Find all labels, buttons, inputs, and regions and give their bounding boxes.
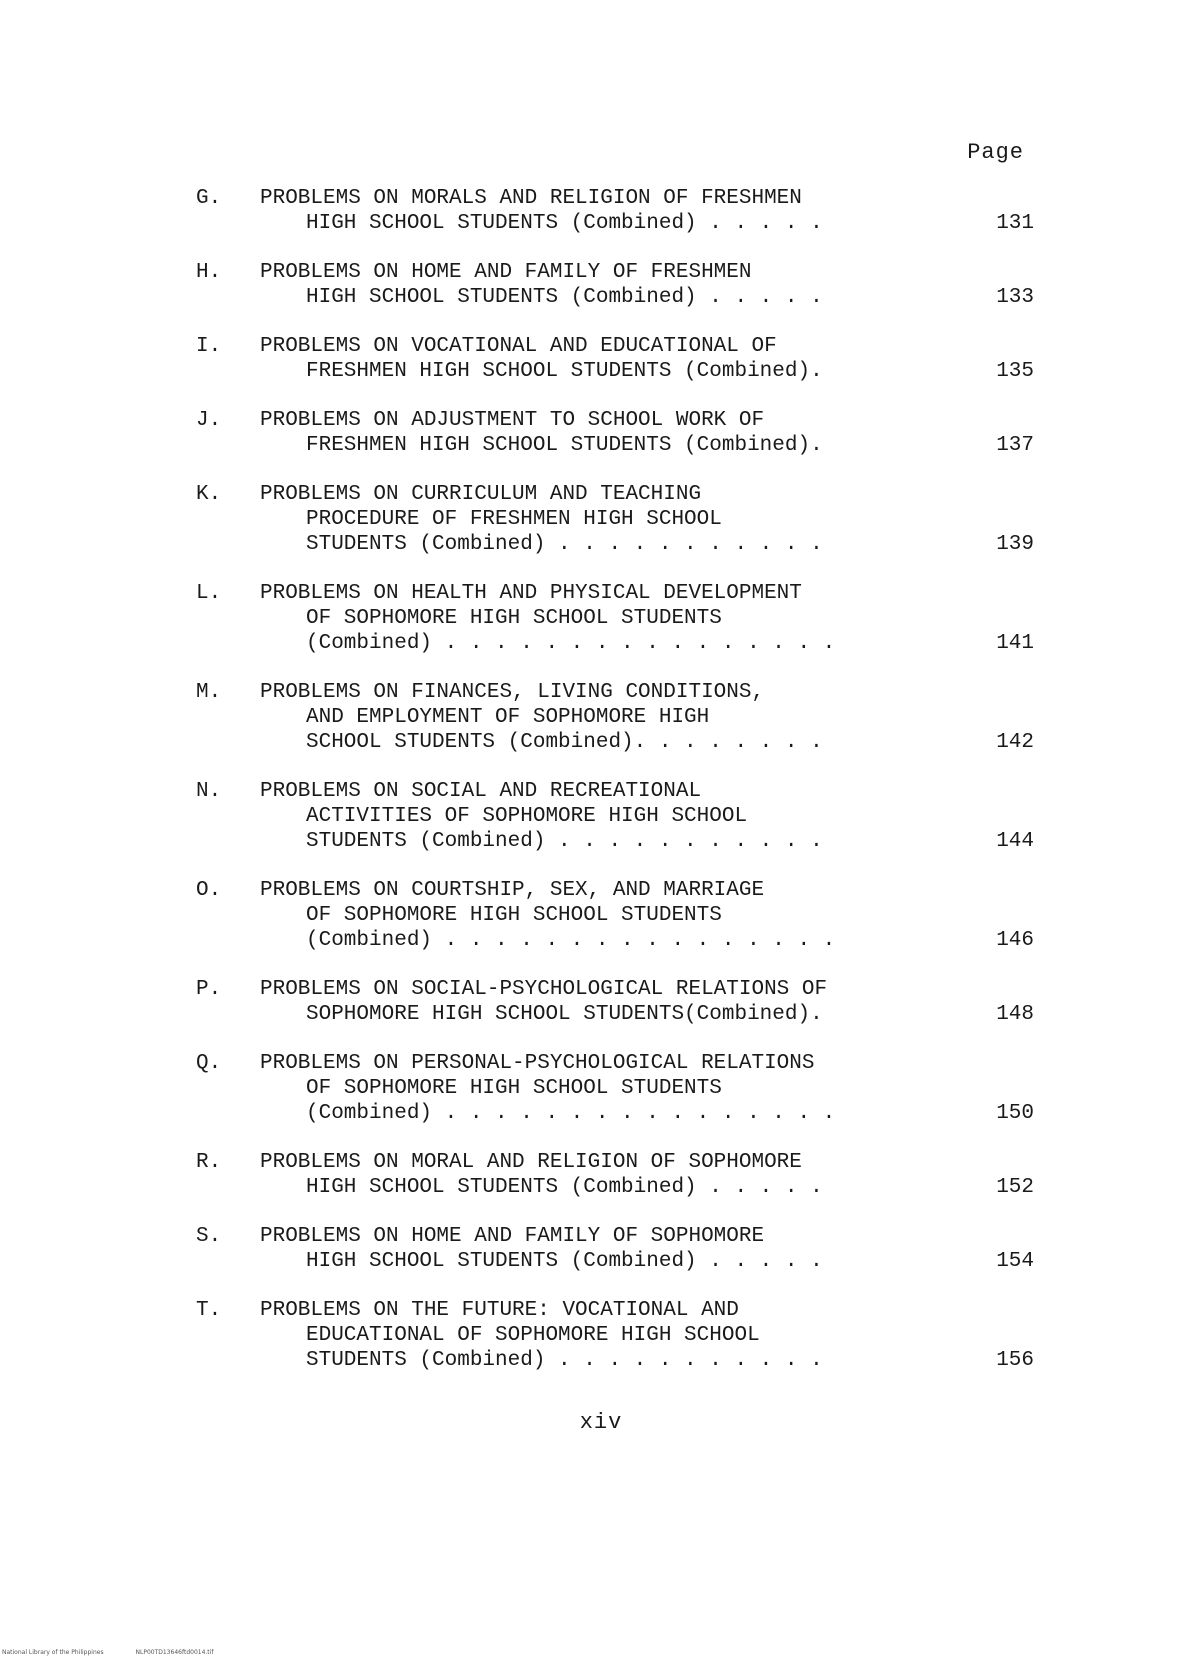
toc-entry: [196, 1224, 1034, 1274]
toc-entry: [196, 482, 1034, 557]
toc-entry: [196, 186, 1034, 236]
toc-entry: [196, 1150, 1034, 1200]
entry-title: [260, 878, 950, 953]
entry-title-line: PROBLEMS ON FINANCES, LIVING CONDITIONS,: [260, 681, 765, 704]
entry-title-line: PROBLEMS ON COURTSHIP, SEX, AND MARRIAGE: [260, 879, 765, 902]
entry-title-line: PROBLEMS ON PERSONAL-PSYCHOLOGICAL RELATIONS: [260, 1052, 815, 1075]
entry-title-line: OF SOPHOMORE HIGH SCHOOL STUDENTS: [306, 904, 722, 927]
entry-page-number: 133: [996, 286, 1034, 309]
library-name: National Library of the Philippines: [2, 1649, 104, 1656]
table-of-contents-list: [196, 186, 1034, 1397]
entry-title: [260, 1150, 950, 1200]
entry-title-line: PROBLEMS ON CURRICULUM AND TEACHING: [260, 483, 702, 506]
entry-page-number: 156: [996, 1349, 1034, 1372]
entry-title-line: PROBLEMS ON ADJUSTMENT TO SCHOOL WORK OF: [260, 409, 765, 432]
entry-letter: T.: [196, 1299, 222, 1322]
entry-title-line: FRESHMEN HIGH SCHOOL STUDENTS (Combined).: [306, 434, 823, 457]
entry-page-number: 144: [996, 830, 1034, 853]
entry-letter: S.: [196, 1225, 222, 1248]
entry-letter: P.: [196, 978, 222, 1001]
entry-letter: K.: [196, 483, 222, 506]
page-number: xiv: [579, 1410, 623, 1435]
scan-file-id: NLP00TD13646ftd0014.tif: [135, 1649, 214, 1656]
entry-title: [260, 334, 950, 384]
entry-title: [260, 260, 950, 310]
entry-title-line: OF SOPHOMORE HIGH SCHOOL STUDENTS: [306, 607, 722, 630]
entry-title-line: PROBLEMS ON HOME AND FAMILY OF SOPHOMORE: [260, 1225, 765, 1248]
entry-title-line: HIGH SCHOOL STUDENTS (Combined) . . . . .: [306, 1250, 823, 1273]
entry-title: [260, 977, 950, 1027]
entry-letter: G.: [196, 187, 222, 210]
entry-title-line: PROCEDURE OF FRESHMEN HIGH SCHOOL: [306, 508, 722, 531]
entry-page-number: 152: [996, 1176, 1034, 1199]
entry-title: [260, 1051, 950, 1126]
scan-footer-stamp: [2, 1649, 243, 1656]
entry-title-line: PROBLEMS ON THE FUTURE: VOCATIONAL AND: [260, 1299, 739, 1322]
entry-title: [260, 779, 950, 854]
entry-title-line: (Combined) . . . . . . . . . . . . . . . .: [306, 632, 836, 655]
entry-title-line: PROBLEMS ON HOME AND FAMILY OF FRESHMEN: [260, 261, 752, 284]
entry-letter: R.: [196, 1151, 222, 1174]
entry-title-line: (Combined) . . . . . . . . . . . . . . . .: [306, 1102, 836, 1125]
entry-title-line: AND EMPLOYMENT OF SOPHOMORE HIGH: [306, 706, 710, 729]
toc-entry: [196, 779, 1034, 854]
entry-letter: J.: [196, 409, 222, 432]
entry-page-number: 154: [996, 1250, 1034, 1273]
toc-entry: [196, 260, 1034, 310]
entry-title-line: PROBLEMS ON MORAL AND RELIGION OF SOPHOMORE: [260, 1151, 802, 1174]
entry-page-number: 135: [996, 360, 1034, 383]
toc-entry: [196, 680, 1034, 755]
entry-title-line: (Combined) . . . . . . . . . . . . . . . .: [306, 929, 836, 952]
entry-letter: L.: [196, 582, 222, 605]
entry-title: [260, 581, 950, 656]
toc-entry: [196, 977, 1034, 1027]
entry-letter: O.: [196, 879, 222, 902]
entry-page-number: 137: [996, 434, 1034, 457]
entry-page-number: 139: [996, 533, 1034, 556]
entry-title-line: FRESHMEN HIGH SCHOOL STUDENTS (Combined).: [306, 360, 823, 383]
entry-title-line: EDUCATIONAL OF SOPHOMORE HIGH SCHOOL: [306, 1324, 760, 1347]
entry-page-number: 131: [996, 212, 1034, 235]
entry-title-line: PROBLEMS ON HEALTH AND PHYSICAL DEVELOPMENT: [260, 582, 802, 605]
entry-letter: Q.: [196, 1052, 222, 1075]
entry-title: [260, 1224, 950, 1274]
entry-letter: M.: [196, 681, 222, 704]
entry-page-number: 146: [996, 929, 1034, 952]
entry-page-number: 141: [996, 632, 1034, 655]
page-column-header: Page: [967, 140, 1024, 165]
entry-letter: H.: [196, 261, 222, 284]
entry-page-number: 150: [996, 1102, 1034, 1125]
entry-title-line: HIGH SCHOOL STUDENTS (Combined) . . . . .: [306, 212, 823, 235]
entry-title-line: SOPHOMORE HIGH SCHOOL STUDENTS(Combined).: [306, 1003, 823, 1026]
entry-title-line: STUDENTS (Combined) . . . . . . . . . . .: [306, 533, 823, 556]
entry-title-line: STUDENTS (Combined) . . . . . . . . . . .: [306, 1349, 823, 1372]
toc-entry: [196, 1051, 1034, 1126]
entry-title-line: SCHOOL STUDENTS (Combined). . . . . . . .: [306, 731, 823, 754]
entry-page-number: 148: [996, 1003, 1034, 1026]
toc-entry: [196, 408, 1034, 458]
entry-title: [260, 186, 950, 236]
entry-title-line: PROBLEMS ON VOCATIONAL AND EDUCATIONAL OF: [260, 335, 777, 358]
entry-letter: I.: [196, 335, 222, 358]
toc-entry: [196, 1298, 1034, 1373]
entry-title-line: OF SOPHOMORE HIGH SCHOOL STUDENTS: [306, 1077, 722, 1100]
toc-entry: [196, 878, 1034, 953]
toc-entry: [196, 581, 1034, 656]
entry-title: [260, 1298, 950, 1373]
entry-title-line: ACTIVITIES OF SOPHOMORE HIGH SCHOOL: [306, 805, 748, 828]
toc-entry: [196, 334, 1034, 384]
entry-title: [260, 680, 950, 755]
entry-title-line: PROBLEMS ON SOCIAL-PSYCHOLOGICAL RELATIONS OF: [260, 978, 828, 1001]
entry-title-line: HIGH SCHOOL STUDENTS (Combined) . . . . .: [306, 1176, 823, 1199]
entry-title-line: PROBLEMS ON MORALS AND RELIGION OF FRESHMEN: [260, 187, 802, 210]
entry-title-line: HIGH SCHOOL STUDENTS (Combined) . . . . .: [306, 286, 823, 309]
entry-page-number: 142: [996, 731, 1034, 754]
entry-title-line: STUDENTS (Combined) . . . . . . . . . . .: [306, 830, 823, 853]
entry-letter: N.: [196, 780, 222, 803]
entry-title-line: PROBLEMS ON SOCIAL AND RECREATIONAL: [260, 780, 702, 803]
entry-title: [260, 482, 950, 557]
entry-title: [260, 408, 950, 458]
